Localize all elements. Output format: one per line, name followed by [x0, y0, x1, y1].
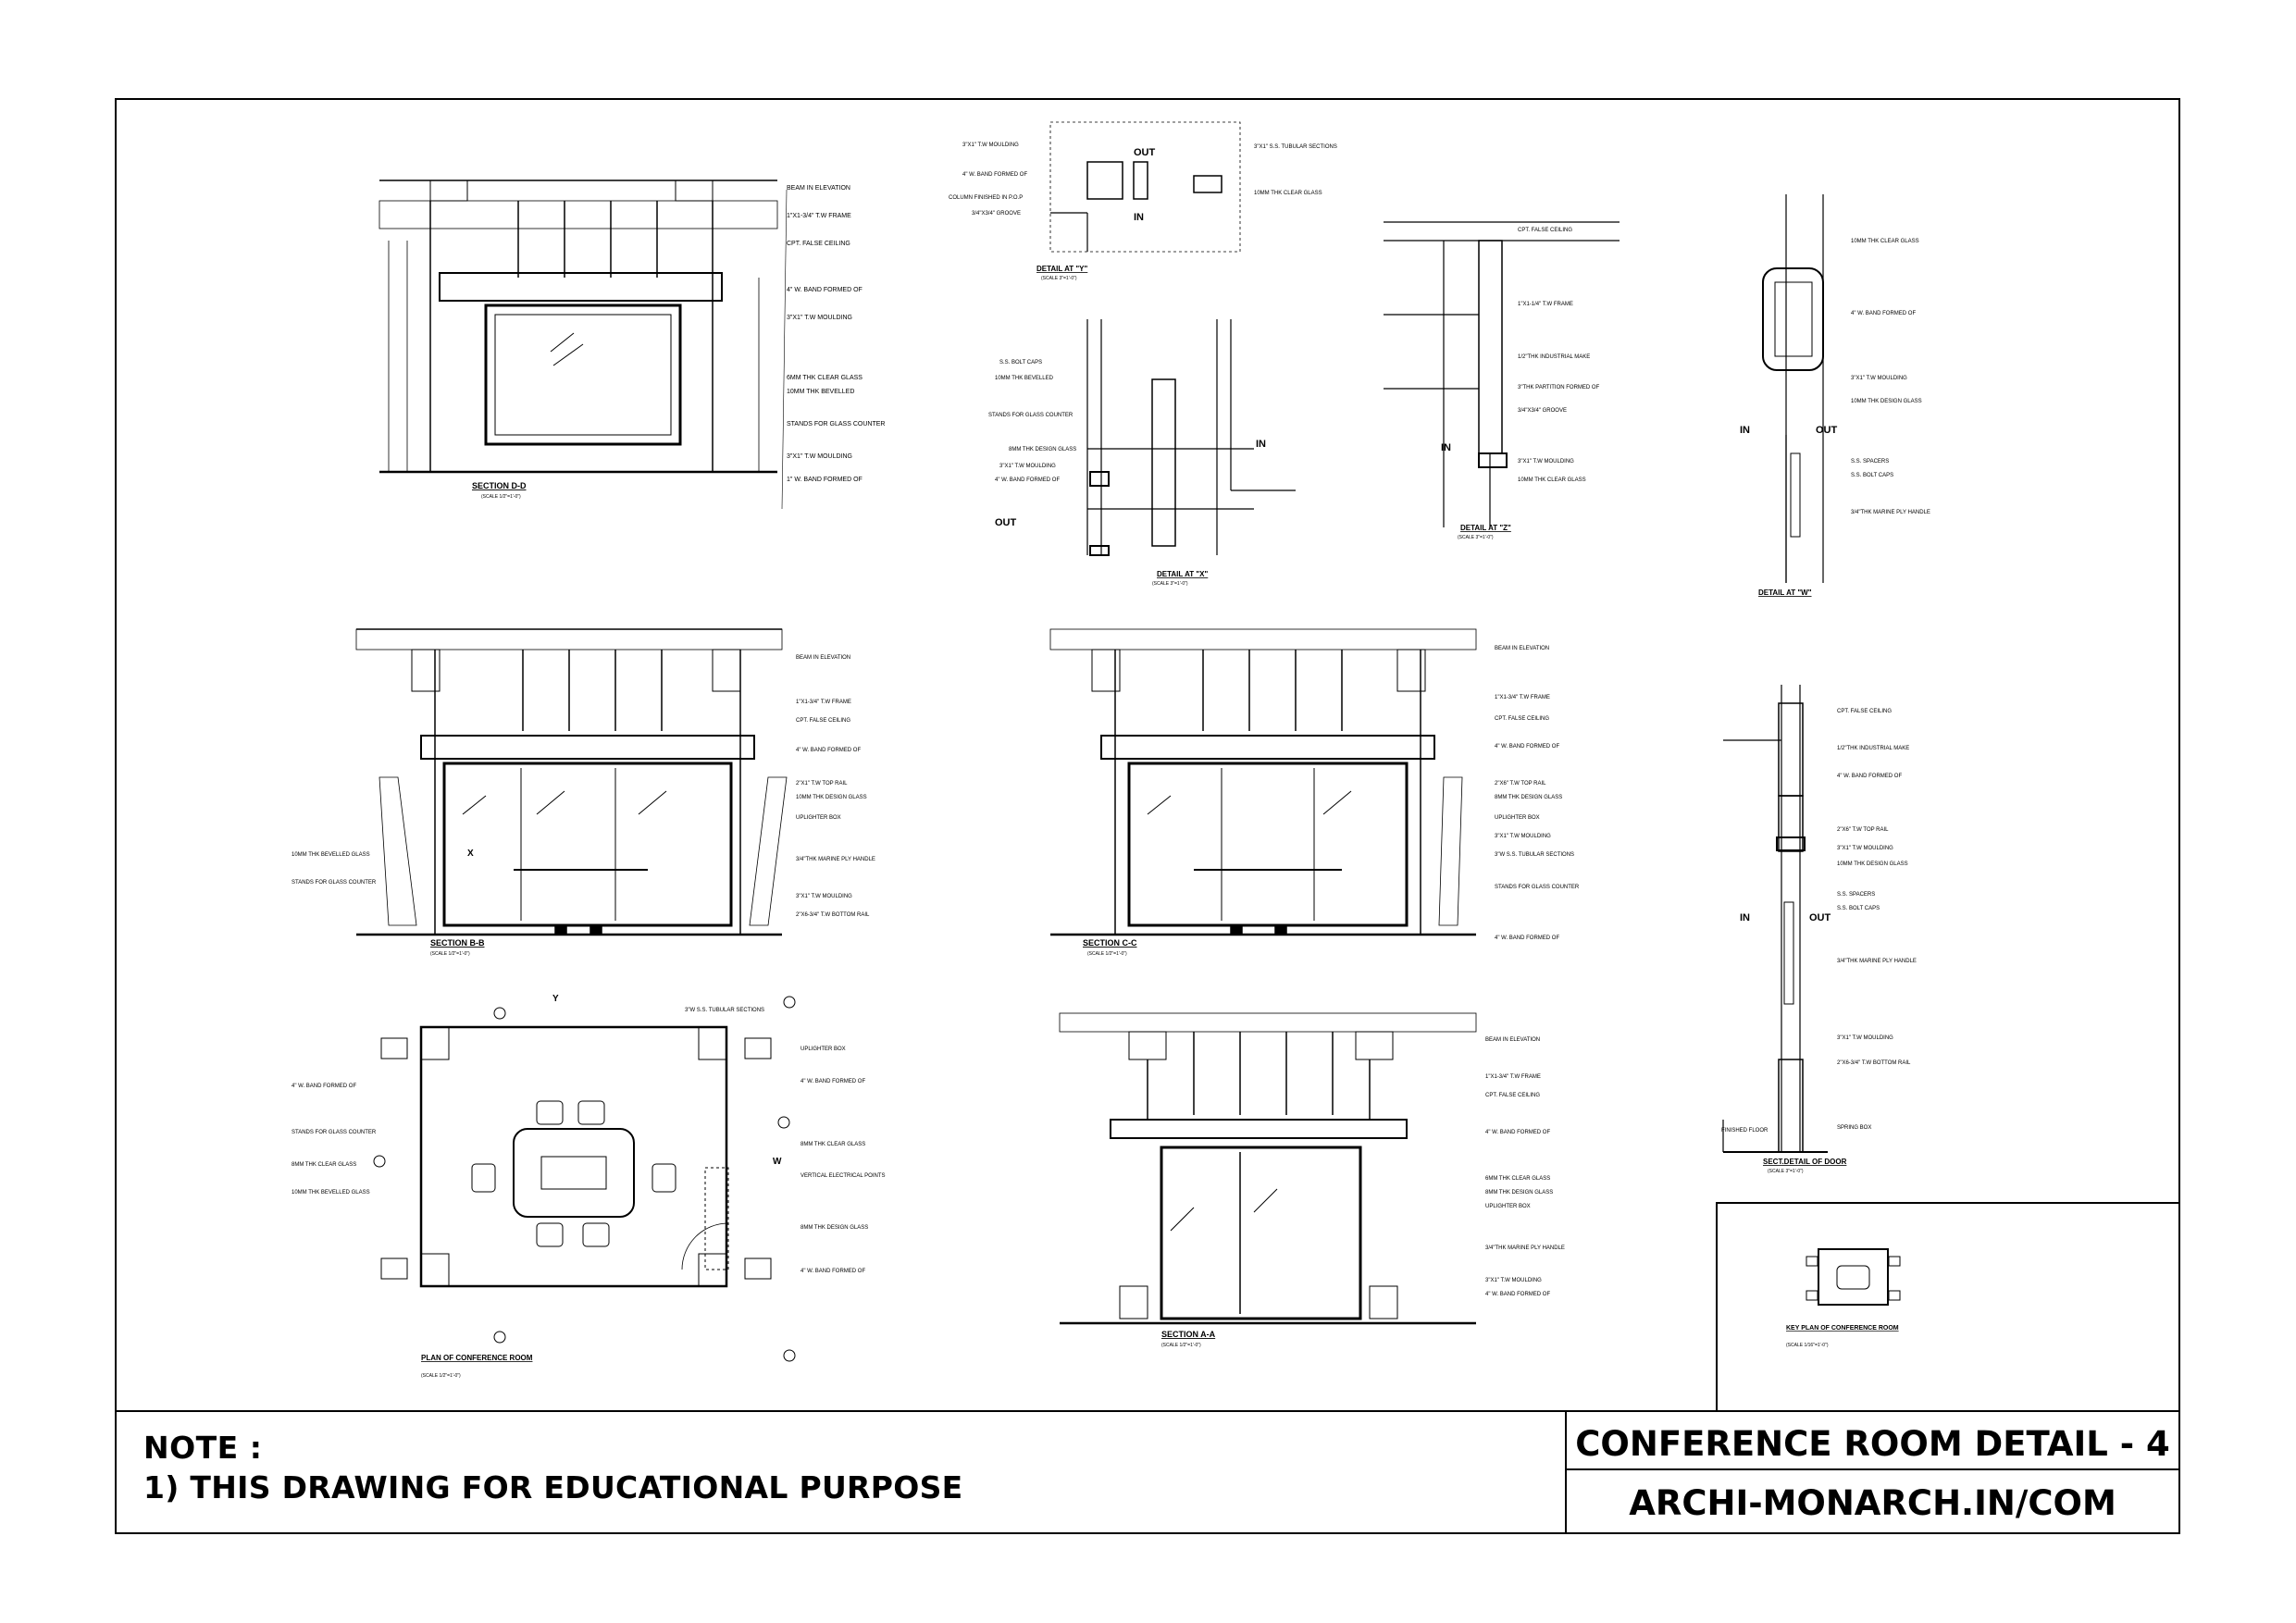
- svg-text:6MM THK CLEAR GLASS: 6MM THK CLEAR GLASS: [787, 375, 863, 381]
- svg-text:3/4"THK MARINE PLY HANDLE: 3/4"THK MARINE PLY HANDLE: [1851, 510, 1930, 515]
- svg-text:3"X1" T.W MOULDING: 3"X1" T.W MOULDING: [1495, 834, 1551, 839]
- svg-text:VERTICAL ELECTRICAL POINTS: VERTICAL ELECTRICAL POINTS: [800, 1173, 886, 1179]
- svg-text:CPT. FALSE CEILING: CPT. FALSE CEILING: [1495, 716, 1550, 722]
- svg-text:3"X1" T.W MOULDING: 3"X1" T.W MOULDING: [999, 464, 1056, 469]
- section-bb-scale: (SCALE 1/2"=1'-0"): [430, 951, 470, 957]
- svg-text:8MM THK CLEAR GLASS: 8MM THK CLEAR GLASS: [292, 1162, 357, 1168]
- svg-text:6MM THK CLEAR GLASS: 6MM THK CLEAR GLASS: [1485, 1176, 1551, 1182]
- sheet-title: CONFERENCE ROOM DETAIL - 4: [1575, 1424, 2170, 1464]
- section-cc-title: SECTION C-C: [1083, 938, 1137, 948]
- detail-w-out-label: OUT: [1816, 425, 1838, 436]
- svg-text:10MM THK DESIGN GLASS: 10MM THK DESIGN GLASS: [796, 795, 867, 800]
- svg-text:1" W. BAND FORMED OF: 1" W. BAND FORMED OF: [787, 477, 863, 483]
- svg-text:4" W. BAND FORMED OF: 4" W. BAND FORMED OF: [796, 748, 862, 753]
- svg-text:S.S. BOLT CAPS: S.S. BOLT CAPS: [1837, 906, 1880, 911]
- key-plan-box: [1717, 1203, 2179, 1411]
- svg-text:CPT. FALSE CEILING: CPT. FALSE CEILING: [1518, 228, 1573, 233]
- section-cc-scale: (SCALE 1/2"=1'-0"): [1087, 951, 1127, 957]
- svg-text:2"X1" T.W TOP RAIL: 2"X1" T.W TOP RAIL: [796, 781, 848, 787]
- title-block: [1566, 1411, 2179, 1533]
- svg-text:3"X1" T.W MOULDING: 3"X1" T.W MOULDING: [962, 142, 1019, 148]
- svg-text:10MM THK DESIGN GLASS: 10MM THK DESIGN GLASS: [1851, 399, 1922, 404]
- section-bb-title: SECTION B-B: [430, 938, 485, 948]
- detail-x-view: [1087, 319, 1296, 555]
- section-dd-title: SECTION D-D: [472, 481, 527, 490]
- svg-text:3"W S.S. TUBULAR SECTIONS: 3"W S.S. TUBULAR SECTIONS: [1495, 852, 1575, 858]
- svg-text:8MM THK DESIGN GLASS: 8MM THK DESIGN GLASS: [800, 1225, 869, 1231]
- svg-text:CPT. FALSE CEILING: CPT. FALSE CEILING: [787, 241, 850, 247]
- svg-text:10MM THK CLEAR GLASS: 10MM THK CLEAR GLASS: [1851, 239, 1919, 244]
- svg-text:4" W. BAND FORMED OF: 4" W. BAND FORMED OF: [787, 287, 863, 293]
- svg-text:BEAM IN ELEVATION: BEAM IN ELEVATION: [1495, 646, 1550, 651]
- svg-text:3"X1" T.W MOULDING: 3"X1" T.W MOULDING: [1837, 1035, 1893, 1041]
- marker-x: X: [467, 849, 474, 859]
- key-plan-scale: (SCALE 1/16"=1'-0"): [1786, 1343, 1829, 1348]
- note-block: [116, 1411, 1564, 1533]
- detail-x-out-label: OUT: [995, 517, 1017, 528]
- svg-text:2"X6-3/4" T.W BOTTOM RAIL: 2"X6-3/4" T.W BOTTOM RAIL: [796, 912, 870, 918]
- svg-text:4" W. BAND FORMED OF: 4" W. BAND FORMED OF: [1495, 744, 1560, 750]
- svg-text:UPLIGHTER BOX: UPLIGHTER BOX: [1495, 815, 1540, 821]
- website-name: ARCHI-MONARCH.IN/COM: [1629, 1483, 2116, 1523]
- section-aa-view: [1060, 1013, 1476, 1323]
- svg-text:3"X1" T.W MOULDING: 3"X1" T.W MOULDING: [1518, 459, 1574, 465]
- note-line-1: 1) THIS DRAWING FOR EDUCATIONAL PURPOSE: [143, 1469, 963, 1505]
- svg-text:UPLIGHTER BOX: UPLIGHTER BOX: [800, 1047, 846, 1052]
- detail-y-scale: (SCALE 3"=1'-0"): [1041, 276, 1077, 281]
- svg-text:2"X6-3/4" T.W BOTTOM RAIL: 2"X6-3/4" T.W BOTTOM RAIL: [1837, 1060, 1911, 1066]
- plan-title: PLAN OF CONFERENCE ROOM: [421, 1354, 533, 1362]
- plan-scale: (SCALE 1/2"=1'-0"): [421, 1373, 461, 1379]
- marker-y: Y: [552, 994, 559, 1004]
- svg-text:10MM THK BEVELLED GLASS: 10MM THK BEVELLED GLASS: [292, 852, 370, 858]
- svg-text:10MM THK BEVELLED GLASS: 10MM THK BEVELLED GLASS: [292, 1190, 370, 1196]
- svg-text:4" W. BAND FORMED OF: 4" W. BAND FORMED OF: [995, 477, 1061, 483]
- svg-text:CPT. FALSE CEILING: CPT. FALSE CEILING: [1485, 1093, 1541, 1098]
- svg-text:3/4"X3/4" GROOVE: 3/4"X3/4" GROOVE: [1518, 408, 1567, 414]
- svg-text:1"X1-3/4" T.W FRAME: 1"X1-3/4" T.W FRAME: [796, 700, 851, 705]
- plan-view: [374, 997, 795, 1361]
- svg-text:BEAM IN ELEVATION: BEAM IN ELEVATION: [796, 655, 851, 661]
- svg-text:CPT. FALSE CEILING: CPT. FALSE CEILING: [1837, 709, 1893, 714]
- svg-text:3/4"THK MARINE PLY HANDLE: 3/4"THK MARINE PLY HANDLE: [796, 857, 875, 862]
- svg-text:BEAM IN ELEVATION: BEAM IN ELEVATION: [787, 185, 850, 192]
- svg-text:3"X1" T.W MOULDING: 3"X1" T.W MOULDING: [787, 315, 852, 321]
- svg-text:S.S. BOLT CAPS: S.S. BOLT CAPS: [1851, 473, 1894, 478]
- marker-w: W: [773, 1157, 782, 1167]
- svg-text:2"X6" T.W TOP RAIL: 2"X6" T.W TOP RAIL: [1837, 827, 1889, 833]
- section-dd-scale: (SCALE 1/2"=1'-0"): [481, 494, 521, 500]
- svg-text:3/4"X3/4" GROOVE: 3/4"X3/4" GROOVE: [972, 211, 1021, 217]
- svg-text:4" W. BAND FORMED OF: 4" W. BAND FORMED OF: [1485, 1292, 1551, 1297]
- svg-text:FINISHED FLOOR: FINISHED FLOOR: [1721, 1128, 1769, 1134]
- svg-text:10MM THK BEVELLED: 10MM THK BEVELLED: [787, 389, 855, 395]
- svg-text:3"X1" T.W MOULDING: 3"X1" T.W MOULDING: [796, 894, 852, 899]
- svg-text:CPT. FALSE CEILING: CPT. FALSE CEILING: [796, 718, 851, 724]
- svg-text:1"X1-3/4" T.W FRAME: 1"X1-3/4" T.W FRAME: [1495, 695, 1550, 700]
- detail-w-in-label: IN: [1740, 425, 1750, 436]
- key-plan-view: [1806, 1249, 1900, 1305]
- svg-text:3/4"THK MARINE PLY HANDLE: 3/4"THK MARINE PLY HANDLE: [1837, 959, 1917, 964]
- section-dd-view: [379, 180, 787, 509]
- svg-text:1"X1-3/4" T.W FRAME: 1"X1-3/4" T.W FRAME: [787, 213, 851, 219]
- svg-text:4" W. BAND FORMED OF: 4" W. BAND FORMED OF: [1851, 311, 1917, 316]
- svg-text:4" W. BAND FORMED OF: 4" W. BAND FORMED OF: [1837, 774, 1903, 779]
- section-aa-scale: (SCALE 1/2"=1'-0"): [1161, 1343, 1201, 1348]
- svg-text:COLUMN FINISHED IN P.O.P: COLUMN FINISHED IN P.O.P: [949, 195, 1024, 201]
- svg-text:3/4"THK MARINE PLY HANDLE: 3/4"THK MARINE PLY HANDLE: [1485, 1245, 1565, 1251]
- svg-text:STANDS FOR GLASS COUNTER: STANDS FOR GLASS COUNTER: [787, 421, 886, 427]
- key-plan-title: KEY PLAN OF CONFERENCE ROOM: [1786, 1325, 1899, 1332]
- svg-text:3"W S.S. TUBULAR SECTIONS: 3"W S.S. TUBULAR SECTIONS: [685, 1008, 765, 1013]
- svg-text:10MM THK BEVELLED: 10MM THK BEVELLED: [995, 376, 1053, 381]
- svg-text:3"X1" T.W MOULDING: 3"X1" T.W MOULDING: [787, 453, 852, 460]
- detail-z-scale: (SCALE 3"=1'-0"): [1458, 535, 1494, 540]
- svg-text:S.S. SPACERS: S.S. SPACERS: [1851, 459, 1890, 465]
- svg-text:S.S. BOLT CAPS: S.S. BOLT CAPS: [999, 360, 1043, 365]
- section-aa-title: SECTION A-A: [1161, 1330, 1216, 1339]
- door-detail-title: SECT.DETAIL OF DOOR: [1763, 1158, 1847, 1166]
- detail-y-out-label: OUT: [1134, 147, 1156, 158]
- svg-text:10MM THK CLEAR GLASS: 10MM THK CLEAR GLASS: [1254, 191, 1322, 196]
- svg-text:8MM THK DESIGN GLASS: 8MM THK DESIGN GLASS: [1009, 447, 1077, 452]
- svg-text:1"X1-1/4" T.W FRAME: 1"X1-1/4" T.W FRAME: [1518, 302, 1573, 307]
- svg-text:3"THK PARTITION FORMED OF: 3"THK PARTITION FORMED OF: [1518, 385, 1600, 390]
- svg-text:BEAM IN ELEVATION: BEAM IN ELEVATION: [1485, 1037, 1541, 1043]
- svg-text:2"X6" T.W TOP RAIL: 2"X6" T.W TOP RAIL: [1495, 781, 1546, 787]
- door-out-label: OUT: [1809, 912, 1831, 923]
- svg-text:S.S. SPACERS: S.S. SPACERS: [1837, 892, 1876, 898]
- detail-z-title: DETAIL AT "Z": [1460, 524, 1511, 532]
- svg-text:4" W. BAND FORMED OF: 4" W. BAND FORMED OF: [962, 172, 1028, 178]
- svg-text:3"X1" T.W MOULDING: 3"X1" T.W MOULDING: [1851, 376, 1907, 381]
- svg-text:4" W. BAND FORMED OF: 4" W. BAND FORMED OF: [292, 1084, 357, 1089]
- svg-text:4" W. BAND FORMED OF: 4" W. BAND FORMED OF: [1495, 935, 1560, 941]
- section-cc-view: [1050, 629, 1476, 935]
- detail-z-in-label: IN: [1441, 442, 1451, 453]
- svg-text:1"X1-3/4" T.W FRAME: 1"X1-3/4" T.W FRAME: [1485, 1074, 1541, 1080]
- detail-y-view: [1050, 122, 1240, 252]
- detail-y-in-label: IN: [1134, 212, 1144, 223]
- detail-x-scale: (SCALE 3"=1'-0"): [1152, 581, 1188, 587]
- svg-text:STANDS FOR GLASS COUNTER: STANDS FOR GLASS COUNTER: [292, 880, 377, 886]
- svg-text:8MM THK DESIGN GLASS: 8MM THK DESIGN GLASS: [1485, 1190, 1554, 1196]
- svg-text:8MM THK DESIGN GLASS: 8MM THK DESIGN GLASS: [1495, 795, 1563, 800]
- svg-text:10MM THK CLEAR GLASS: 10MM THK CLEAR GLASS: [1518, 477, 1586, 483]
- svg-text:STANDS FOR GLASS COUNTER: STANDS FOR GLASS COUNTER: [988, 413, 1074, 418]
- door-in-label: IN: [1740, 912, 1750, 923]
- detail-x-in-label: IN: [1256, 439, 1266, 450]
- svg-text:1/2"THK INDUSTRIAL MAKE: 1/2"THK INDUSTRIAL MAKE: [1518, 354, 1591, 360]
- svg-text:4" W. BAND FORMED OF: 4" W. BAND FORMED OF: [1485, 1130, 1551, 1135]
- detail-w-title: DETAIL AT "W": [1758, 588, 1812, 597]
- svg-text:STANDS FOR GLASS COUNTER: STANDS FOR GLASS COUNTER: [292, 1130, 377, 1135]
- detail-w-view: [1763, 194, 1823, 583]
- svg-text:10MM THK DESIGN GLASS: 10MM THK DESIGN GLASS: [1837, 861, 1908, 867]
- svg-text:UPLIGHTER BOX: UPLIGHTER BOX: [796, 815, 841, 821]
- svg-text:8MM THK CLEAR GLASS: 8MM THK CLEAR GLASS: [800, 1142, 866, 1147]
- detail-x-title: DETAIL AT "X": [1157, 570, 1209, 578]
- detail-y-title: DETAIL AT "Y": [1036, 265, 1088, 273]
- svg-text:1/2"THK INDUSTRIAL MAKE: 1/2"THK INDUSTRIAL MAKE: [1837, 746, 1910, 751]
- svg-text:STANDS FOR GLASS COUNTER: STANDS FOR GLASS COUNTER: [1495, 885, 1580, 890]
- section-bb-view: [356, 629, 787, 935]
- note-title: NOTE :: [143, 1430, 263, 1466]
- svg-text:UPLIGHTER BOX: UPLIGHTER BOX: [1485, 1204, 1531, 1209]
- door-detail-scale: (SCALE 3"=1'-0"): [1768, 1169, 1804, 1174]
- svg-text:4" W. BAND FORMED OF: 4" W. BAND FORMED OF: [800, 1079, 866, 1084]
- svg-text:3"X1" T.W MOULDING: 3"X1" T.W MOULDING: [1485, 1278, 1542, 1283]
- svg-text:SPRING BOX: SPRING BOX: [1837, 1125, 1872, 1131]
- svg-text:3"X1" S.S. TUBULAR SECTIONS: 3"X1" S.S. TUBULAR SECTIONS: [1254, 144, 1337, 150]
- svg-text:3"X1" T.W MOULDING: 3"X1" T.W MOULDING: [1837, 846, 1893, 851]
- svg-text:4" W. BAND FORMED OF: 4" W. BAND FORMED OF: [800, 1269, 866, 1274]
